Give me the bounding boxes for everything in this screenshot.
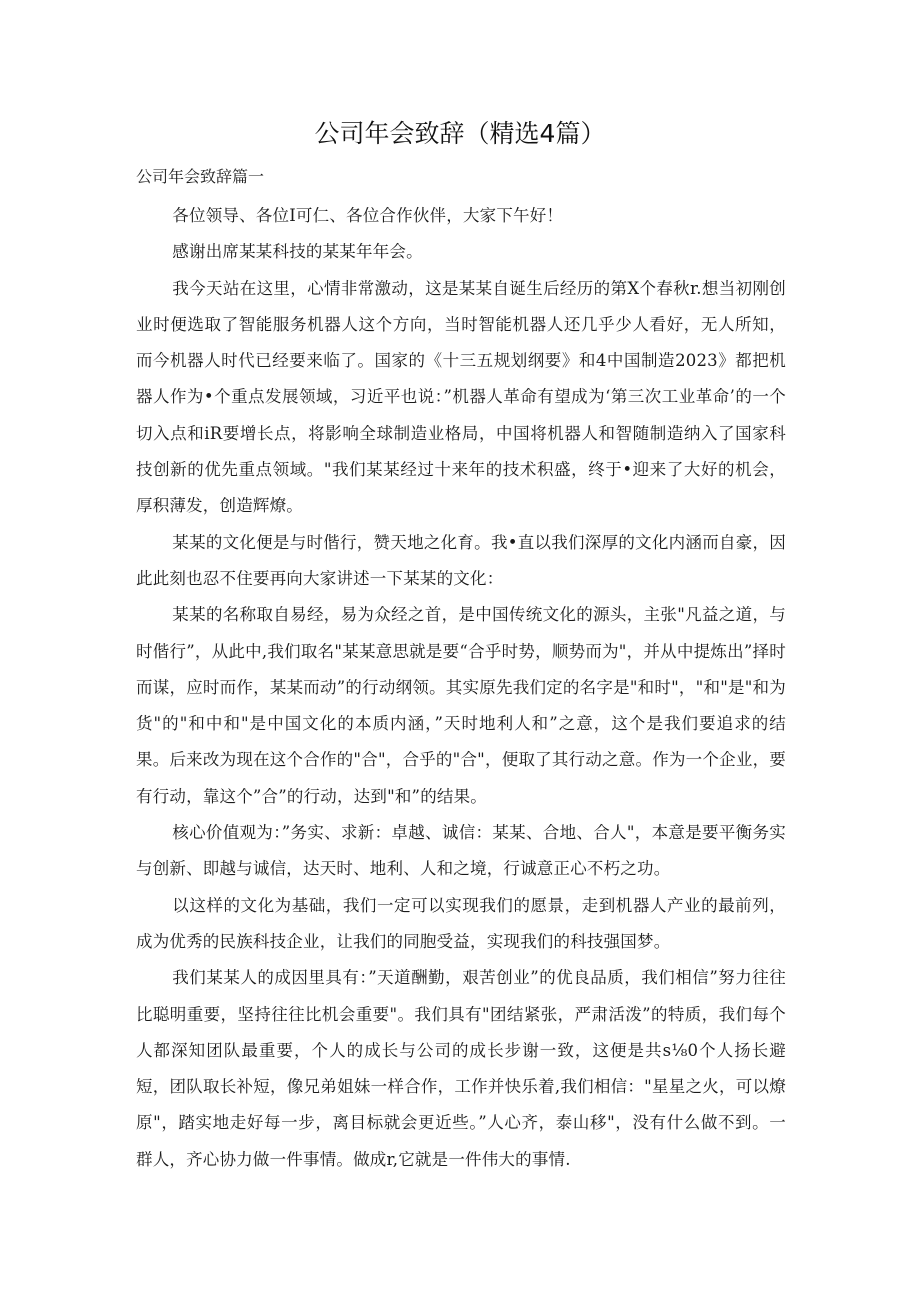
paragraph-culture-intro: 某某的文化便是与时偕行，赞天地之化育。我•直以我们深厚的文化内涵而自豪，因此此刻也忍不住要再向大家讲述一下某某的文化：: [136, 532, 786, 588]
paragraph-vision: 以这样的文化为基础，我们一定可以实现我们的愿景，走到机器人产业的最前列，成为优秀的民族科技企业，让我们的同胞受益，实现我们的科技强国梦。: [136, 895, 786, 951]
paragraph-name-origin: 某某的名称取自易经，易为众经之首，是中国传统文化的源头，主张"凡益之道，与时偕行”，从此中,我们取名"某某意思就是要“合乎时势，顺势而为"，并从中提炼出”择时而谋，应时而作，某某而动”的行动纲领。其实原先我们定的名字是"和时"，"和"是"和为货"的"和中和"是中国文化的本质内涵，”天时地利人和”之意，这个是我们要追求的结果。后来改为现在这个合作的"合"，合乎的"合"，便取了其行动之意。作为一个企业，要有行动，靠这个”合”的行动，达到"和”的结果。: [136, 605, 786, 806]
paragraph-team-spirit: 我们某某人的成因里具有：”天道酬勤，艰苦创业”的优良品质，我们相信”努力往往比聪明重要，坚持往往比机会重要"。我们具有"团结紧张，严肃活泼”的特质，我们每个人都深知团队最重要，个人的成长与公司的成长步谢一致，这便是共s⅛0个人扬长避短，团队取长补短，像兄弟姐妹一样合作，工作并快乐着,我们相信："星星之火，可以燎原"，踏实地走好每一步，离目标就会更近些。”人心齐，泰山移"，没有什么做不到。一群人，齐心协力做一件事情。做成r,它就是一件伟大的事情.: [136, 968, 786, 1169]
paragraph-history: 我今天站在这里，心情非常激动，这是某某自诞生后经历的第X个春秋r.想当初刚创业时便选取了智能服务机器人这个方向，当时智能机器人还几乎少人看好，无人所知，而今机器人时代已经要来临了。国家的《十三五规划纲要》和4中国制造2023》都把机器人作为•个重点发展领域，习近平也说：”机器人革命有望成为‘第三次工业革命’的一个切入点和iR要增长点，将影响全球制造业格局，中国将机器人和智随制造纳入了国家科技创新的优先重点领域。"我们某某经过十来年的技术积盛，终于•迎来了大好的机会，厚积薄发，创造辉燎。: [136, 278, 786, 516]
document-body: [136, 198, 786, 1178]
paragraph-greeting: 各位领导、各位I可仁、各位合作伙伴，大家下午好！: [172, 206, 564, 225]
document-title: 公司年会致辞（精选4篇）: [314, 119, 606, 148]
paragraph-thanks: 感谢出席某某科技的某某年年会。: [172, 242, 423, 262]
paragraph-core-values: 核心价值观为：”务实、求新：卓越、诚信：某某、合地、合人"，本意是要平衡务实与创新、即越与诚信，达天时、地利、人和之境，行诚意正心不朽之功。: [136, 823, 786, 879]
section-heading: 公司年会致辞篇一: [136, 167, 265, 186]
